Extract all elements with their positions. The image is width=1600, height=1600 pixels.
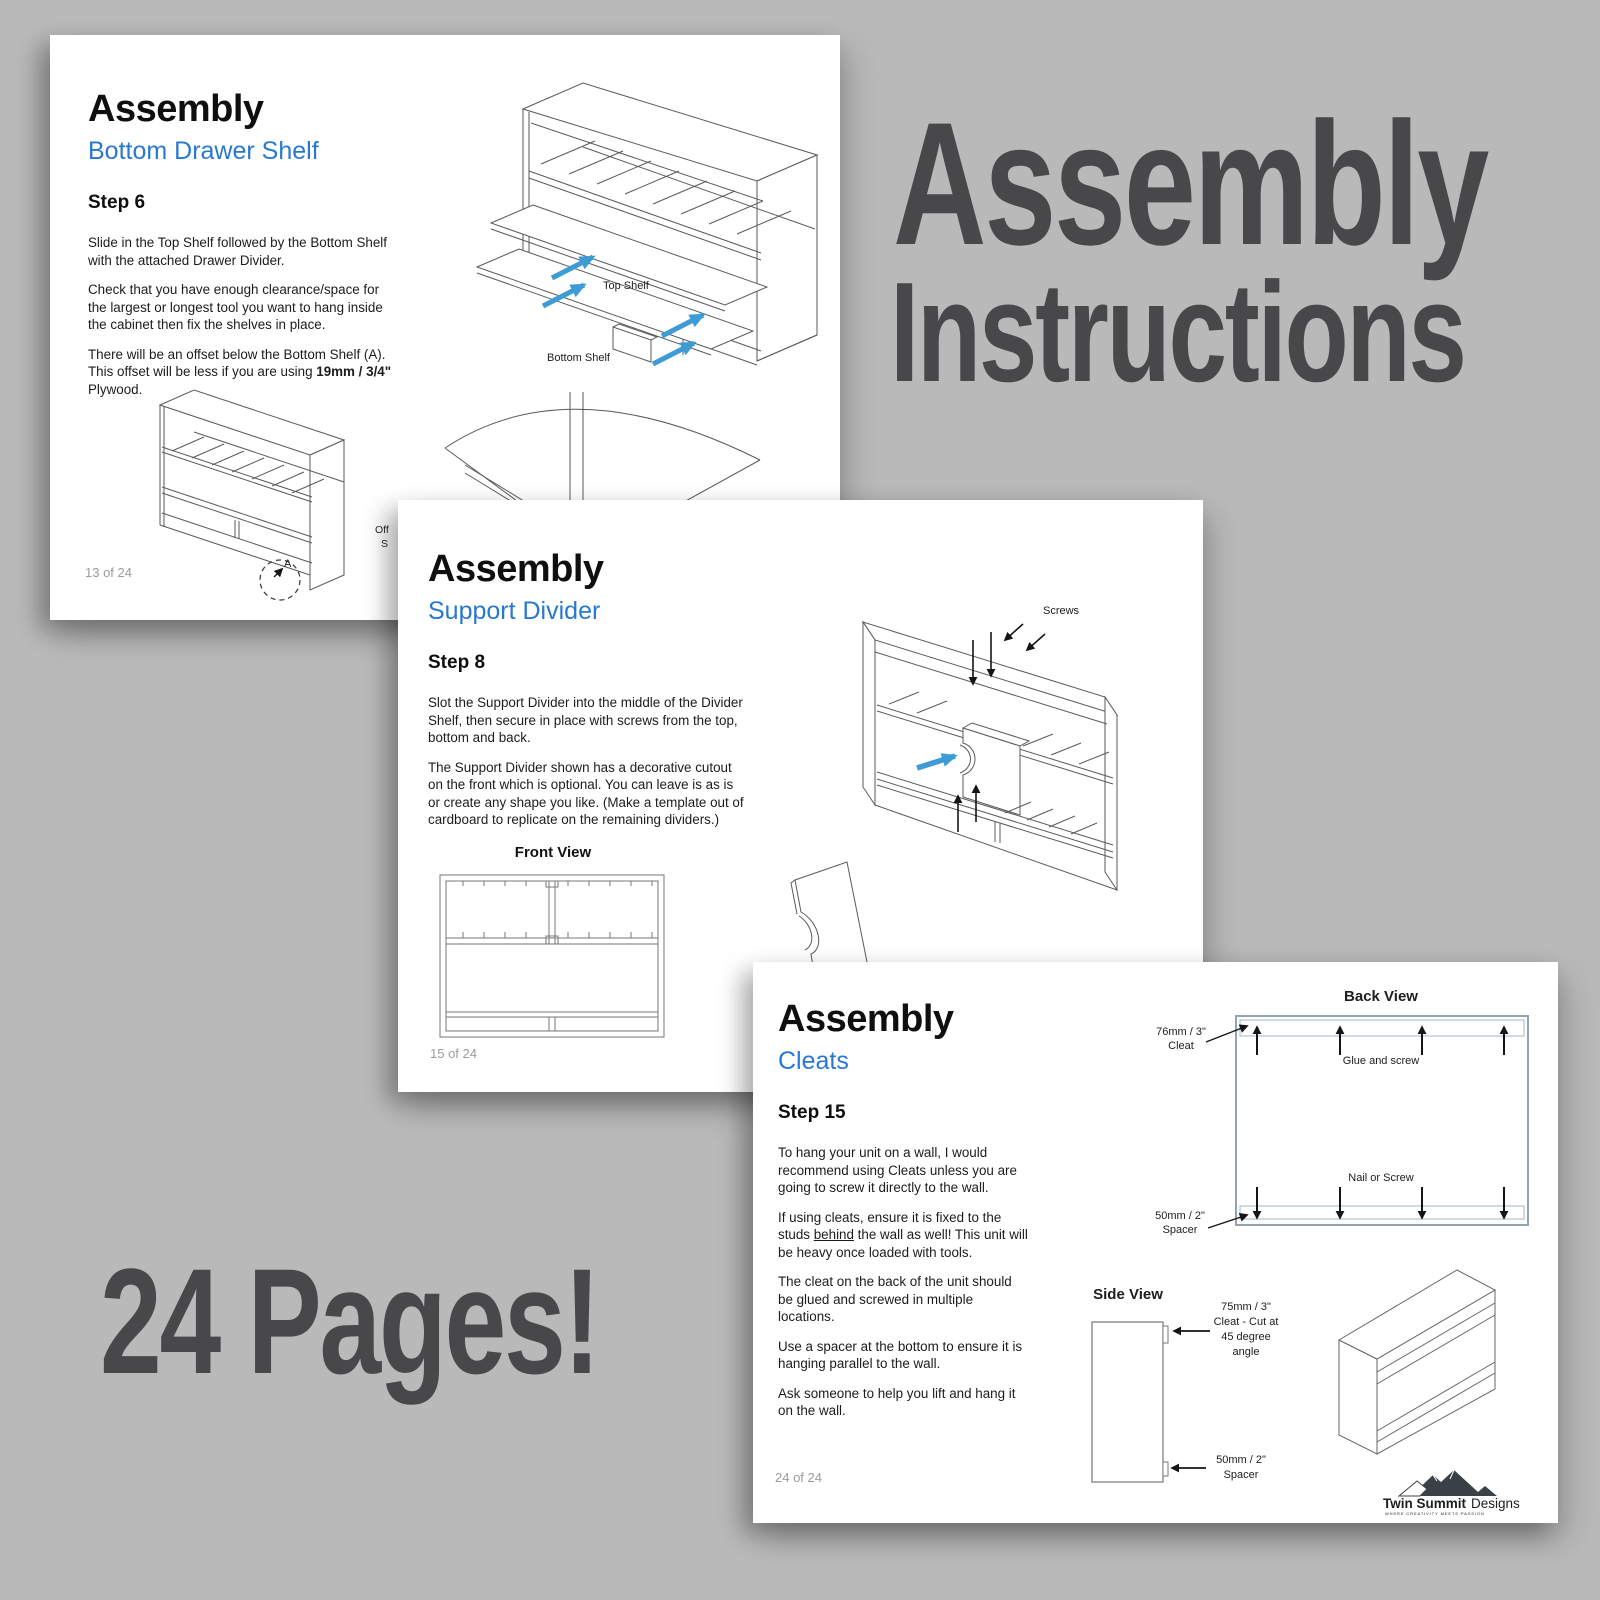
top-shelf-label: Top Shelf: [603, 280, 649, 292]
svg-text:Spacer: Spacer: [1223, 1469, 1259, 1481]
cabinet-shelves-isometric-drawing: [485, 43, 835, 428]
page13-text-column: [88, 90, 396, 410]
page13-paragraph-1: Slide in the Top Shelf followed by the Bottom Shelf with the attached Drawer Divider.: [88, 235, 387, 268]
page24-text-column: [778, 1000, 1030, 1432]
bottom-shelf-label: Bottom Shelf: [547, 352, 610, 364]
detail-callout-circle: [260, 560, 300, 600]
page13-paragraph-3: There will be an offset below the Bottom Shelf (A). This offset will be less if you are using 19mm / 3/4" Plywood.: [88, 346, 392, 397]
page15-title: Assembly: [428, 548, 604, 590]
screws-pointer-arrow-icon: [1027, 634, 1045, 650]
page15-paragraph-1: Slot the Support Divider into the middle of the Divider Shelf, then secure in place with screws from the top, bottom and back.: [428, 695, 743, 746]
logo-brand-blue: Designs: [1471, 1496, 1520, 1511]
slide-in-arrow-icon: [653, 343, 694, 364]
svg-text:Spacer: Spacer: [1162, 1224, 1198, 1236]
page13-step-label: Step 6: [88, 192, 146, 214]
pages-count-callout: 24 Pages!: [100, 1237, 599, 1405]
page13-subtitle: Bottom Drawer Shelf: [88, 136, 319, 165]
support-divider-isometric-drawing: [855, 600, 1145, 920]
front-view-heading: Front View: [514, 844, 592, 861]
side-view-heading: Side View: [1093, 1286, 1163, 1303]
page15-subtitle: Support Divider: [428, 596, 601, 625]
twin-summit-designs-logo: [1381, 1468, 1531, 1518]
page-sheet-24: [753, 962, 1558, 1523]
page13-paragraph-2: Check that you have enough clearance/space for the largest or longest tool you want to hang inside the cabinet then fix the shelves in place.: [88, 282, 383, 333]
glue-and-screw-label: Glue and screw: [1342, 1055, 1420, 1067]
poster-headline-line1: Assembly: [893, 87, 1488, 282]
behind-underlined: behind: [813, 1227, 854, 1243]
page13-title: Assembly: [88, 88, 264, 130]
svg-text:Cleat: Cleat: [1168, 1040, 1194, 1052]
back-view-heading: Back View: [1344, 988, 1418, 1005]
page24-paragraph-4: Use a spacer at the bottom to ensure it is hanging parallel to the wall.: [778, 1338, 1023, 1372]
nail-or-screw-label: Nail or Screw: [1348, 1172, 1414, 1184]
detail-pointer-arrow-icon: [274, 569, 282, 577]
page15-paragraph-2: The Support Divider shown has a decorative cutout on the front which is optional. You can leave is as is or create any shape you like. (Make a template out of cardboard to replicate on the remaining dividers.): [428, 759, 744, 828]
page13-page-number: 13 of 24: [85, 565, 132, 580]
screws-pointer-arrow-icon: [1005, 624, 1023, 640]
logo-brand-dark: Twin Summit: [1383, 1496, 1466, 1511]
side-cleat-nub: [1163, 1326, 1168, 1343]
side-cleat-label: 75mm / 3": [1221, 1301, 1271, 1313]
side-view-diagram: [1060, 1282, 1290, 1490]
side-spacer-label: 50mm / 2": [1216, 1454, 1266, 1466]
page24-paragraph-5: Ask someone to help you lift and hang it on the wall.: [778, 1385, 1016, 1419]
cabinet-rear-isometric-drawing: [1323, 1262, 1523, 1467]
spacer-dimension-label: 50mm / 2": [1155, 1210, 1205, 1222]
back-view-diagram: [1130, 985, 1540, 1247]
page24-title: Assembly: [778, 998, 954, 1040]
divider-insert-arrow-icon: [917, 756, 955, 768]
page24-page-number: 24 of 24: [775, 1470, 822, 1485]
page24-paragraph-1: To hang your unit on a wall, I would recommend using Cleats unless you are going to screw it directly to the wall.: [778, 1145, 1017, 1196]
page13-body: [88, 234, 396, 398]
page15-body: [428, 694, 746, 829]
front-view-diagram: [437, 868, 669, 1043]
svg-text:45 degree: 45 degree: [1221, 1331, 1271, 1343]
page15-step-label: Step 8: [428, 652, 486, 674]
page24-paragraph-3: The cleat on the back of the unit should be glued and screwed in multiple locations.: [778, 1274, 1012, 1325]
logo-tagline: WHERE CREATIVITY MEETS PASSION: [1385, 1511, 1485, 1516]
page15-text-column: [428, 550, 746, 841]
cabinet-offset-detail-drawing: [150, 375, 410, 615]
page24-subtitle: Cleats: [778, 1046, 849, 1075]
page24-step-label: Step 15: [778, 1102, 846, 1124]
poster-headline-line2: Instructions: [890, 253, 1465, 412]
page13-plywood-spec: 19mm / 3/4": [316, 364, 392, 380]
svg-text:angle: angle: [1232, 1346, 1260, 1358]
offset-marker-a: A: [284, 558, 292, 570]
page24-body: [778, 1144, 1030, 1420]
svg-text:Cleat - Cut at: Cleat - Cut at: [1213, 1316, 1279, 1328]
screws-label: Screws: [1043, 605, 1080, 617]
page24-paragraph-2: If using cleats, ensure it is fixed to the studs behind the wall as well! This unit will be heavy once loaded with tools.: [778, 1209, 1028, 1260]
side-spacer-nub: [1163, 1462, 1168, 1476]
clipped-offset-caption: Off S: [375, 524, 389, 550]
cleat-dimension-label: 76mm / 3": [1156, 1026, 1206, 1038]
page15-page-number: 15 of 24: [430, 1046, 477, 1061]
